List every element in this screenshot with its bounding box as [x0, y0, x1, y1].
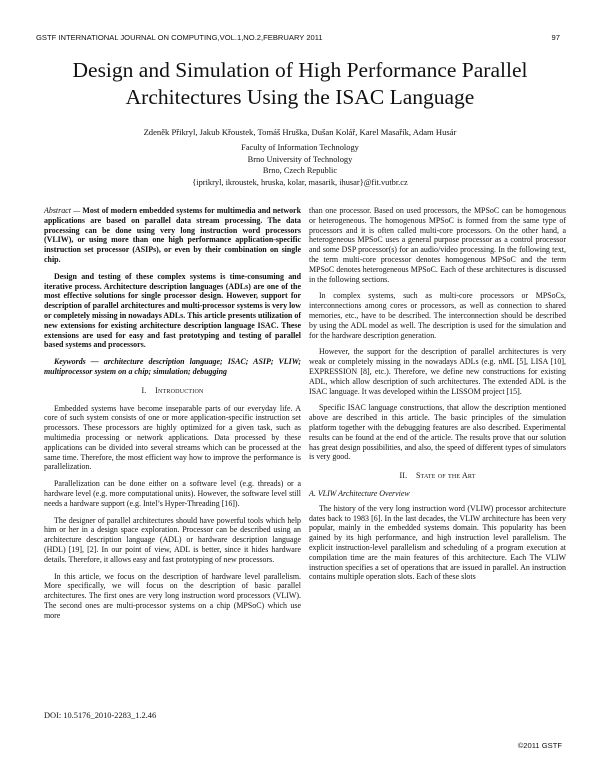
section-heading-state-of-art [309, 471, 566, 481]
intro-paragraph-4: In this article, we focus on the description of hardware level parallelism. More specifically, we will focus on the description of basic parallel architectures. The first ones are very long instruction word processors (VLIW). The second ones are multi-processor systems on a chip (MPSoC) which use more [44, 571, 301, 620]
journal-name: GSTF INTERNATIONAL JOURNAL ON COMPUTING,VOL.1,NO.2,FEBRUARY 2011 [36, 33, 323, 42]
right-paragraph-4: Specific ISAC language constructions, that allow the description mentioned above are described in this article. The basic principles of the simulation platform together with the debugging features are also described. Experimental results can be found at the end of the article. The results prove that our solution has great design possibilities, and also, the speed of different types of simulators is very good. [309, 403, 566, 462]
keywords: Keywords — architecture description language; ISAC; ASIP; VLIW; multiprocessor system on a chip; simulation; debugging [44, 357, 301, 376]
abstract-paragraph [44, 206, 301, 265]
section-number: II. [399, 471, 408, 481]
running-header [36, 33, 560, 42]
intro-paragraph-2: Parallelization can be done either on a software level (e.g. threads) or a hardware level (e.g. more computational units). However, the software level still needs a hardware support (e.g. Intel’s Hyper-Threading [16]). [44, 479, 301, 508]
vliw-paragraph: The history of the very long instruction word (VLIW) processor architecture dates back to 1983 [6]. In the last decades, the VLIW architecture has been very popular, mainly in the embedded systems domain. This popularity has been gained by its high performance, and high instruction level parallelism. The explicit instruction-level parallelism and scheduling of a program execution at compilation time are the main features of this architecture. Each The VLIW instruction specifies a set of operations that are issued in parallel. An instruction contains multiple operation slots. Each of these slots [309, 503, 566, 582]
section-title: Introduction [155, 385, 204, 395]
right-paragraph-2: In complex systems, such as multi-core processors or MPSoCs, interconnections among cores or processors, as well as connection to shared memories, etc., have to be described. The interconnection should be described by using the ADL model as well. The description is used for the simulation and for the hardware description generation. [309, 291, 566, 340]
right-column [309, 206, 566, 589]
affiliation [20, 142, 580, 188]
paper-title [20, 57, 580, 111]
affiliation-emails: {iprikryl, ikroustek, hruska, kolar, masarik, ihusar}@fit.vutbr.cz [192, 177, 408, 187]
abstract-paragraph-2: Design and testing of these complex systems is time-consuming and iterative process. Architecture description languages (ADLs) are one of the most effective solutions for single processor design. However, support for description of parallel architectures and multi-processor systems is very low or completely missing in nowadays ADLs. This article presents utilization of new extensions for existing architecture description language ISAC. These extensions are used for easy and fast prototyping and testing of parallel based systems and processors. [44, 271, 301, 350]
title-line-2: Architectures Using the ISAC Language [125, 85, 475, 109]
affiliation-faculty: Faculty of Information Technology [241, 143, 359, 152]
section-title: State of the Art [415, 471, 476, 481]
intro-paragraph-1: Embedded systems have become inseparable parts of our everyday life. A core of such system consists of one or more application-specific instruction set processors. These processors are highly optimized for a given task, such as multimedia processing or network applications. Data processed by these applications can be divided into several streams which can be processed at the same time. Therefore, the most efficient way how to improve the performance is parallelization. [44, 403, 301, 472]
affiliation-city: Brno, Czech Republic [262, 166, 338, 176]
title-line-1: Design and Simulation of High Performance Parallel [72, 58, 528, 82]
intro-paragraph-3: The designer of parallel architectures should have powerful tools which help him or her in a design space exploration. Processor can be described using an architecture description language (ADL) or hardware description language (HDL) [19], [2]. In our point of view, ADL is better, since it hides hardware details. Therefore, it allows easy and fast prototyping of new processors. [44, 515, 301, 564]
subsection-heading-vliw: A. VLIW Architecture Overview [309, 488, 410, 498]
abstract-text: Most of modern embedded systems for multimedia and network applications are based on parallel data stream processing. The data processing can be done using very long instruction word processors (VLIW), or using more than one high performance application-specific instruction set processor (ASIPs), or even by their combination on single chip. [44, 206, 301, 264]
page-number: 97 [551, 33, 560, 42]
right-paragraph-3: However, the support for the description of parallel architectures is very weak or completely missing in the nowadays ADLs (e.g. nML [5], LISA [10], EXPRESSION [8], etc.). Therefore, we define new constructions for existing ADL, which allow description of such architectures. The extended ADL is the ISAC language. It was developed within the LISSOM project [15]. [309, 347, 566, 396]
section-heading-introduction [44, 386, 301, 396]
right-paragraph-1: than one processor. Based on used processors, the MPSoC can be homogenous or heterogeneous. The homogenous MPSoC is formed from the same type of processors and it is often called multi-core processors. On the other hand, a heterogeneous MPSoC uses a general purpose processor as a control processor and some DSP processor(s) for an audio/video processing. In the following text, the term multi-core processor denotes homogenous MPSoC and the term MPSoC denotes heterogeneous MPSoC. Each of these architectures is discussed in the following sections. [309, 206, 566, 284]
abstract-label: Abstract — [44, 206, 81, 215]
authors: Zdeněk Přikryl, Jakub Křoustek, Tomáš Hruška, Dušan Kolář, Karel Masařík, Adam Husár [143, 127, 457, 137]
left-column [44, 206, 301, 627]
section-number: I. [141, 385, 147, 395]
copyright-footer: ©2011 GSTF [517, 741, 562, 750]
affiliation-university: Brno University of Technology [247, 154, 353, 164]
doi: DOI: 10.5176_2010-2283_1.2.46 [44, 711, 157, 720]
